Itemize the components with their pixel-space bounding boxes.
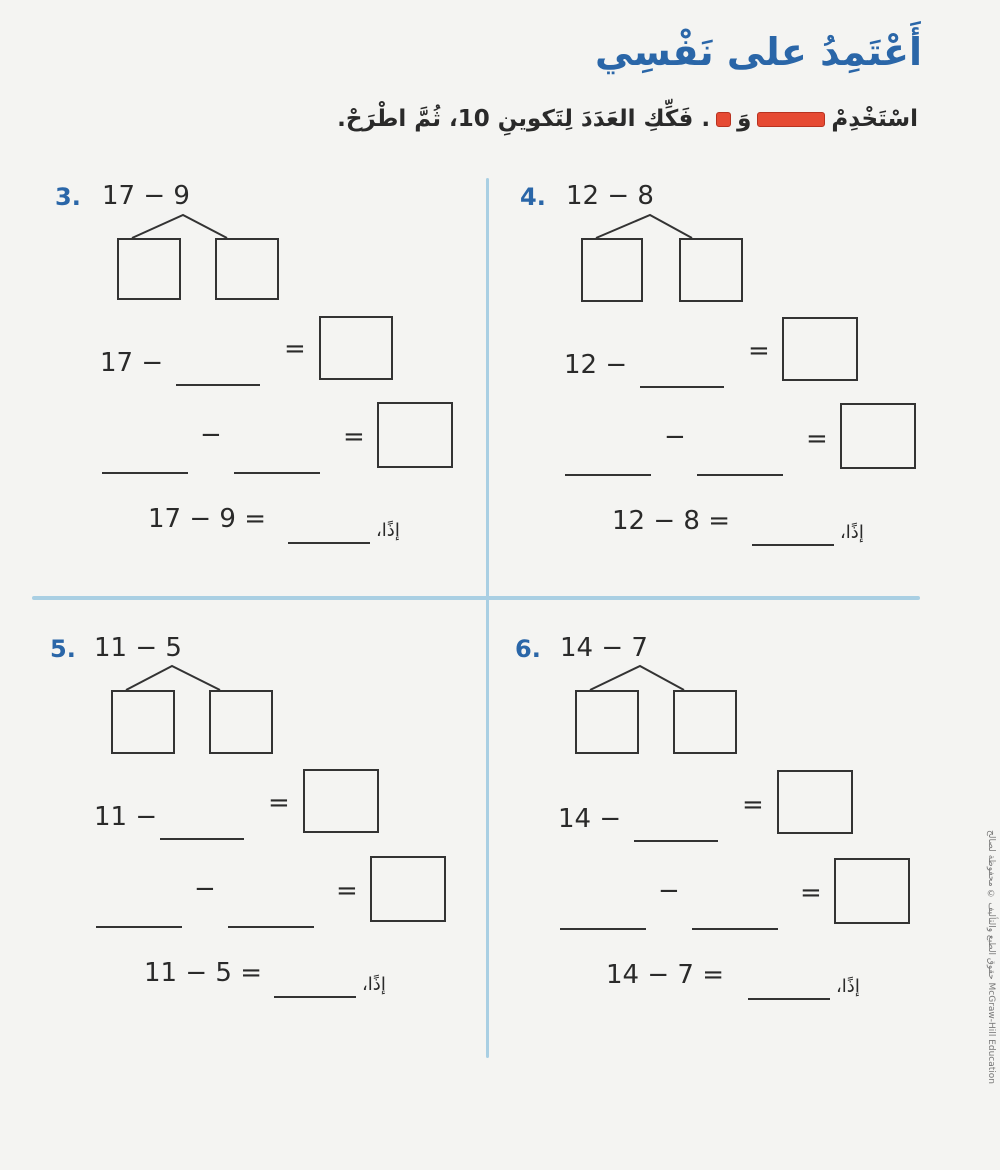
step1-start: 11 − <box>94 802 158 832</box>
problem-expression: 11 − 5 <box>94 633 182 663</box>
problem-expression: 17 − 9 <box>102 181 190 211</box>
problem-number: 5. <box>50 635 76 663</box>
page-title: أَعْتَمِدُ على نَفْسِي <box>594 30 922 74</box>
step2-answer-box[interactable] <box>370 856 446 922</box>
bond-box-right[interactable] <box>673 690 737 754</box>
problem-number: 4. <box>520 183 546 211</box>
final-equation: 12 − 8 = <box>612 506 730 536</box>
bond-box-left[interactable] <box>111 690 175 754</box>
step2-blank-right[interactable] <box>234 472 320 474</box>
equals-sign: = <box>806 424 828 454</box>
step2-blank-right[interactable] <box>228 926 314 928</box>
bond-box-right[interactable] <box>679 238 743 302</box>
step2-blank-right[interactable] <box>692 928 778 930</box>
equals-sign: = <box>268 788 290 818</box>
bond-box-left[interactable] <box>575 690 639 754</box>
equals-sign: = <box>284 334 306 364</box>
so-label: إذًا، <box>362 974 386 995</box>
equals-sign: = <box>336 876 358 906</box>
unit-cube-icon <box>716 112 731 127</box>
step1-start: 17 − <box>100 348 164 378</box>
equals-sign: = <box>343 422 365 452</box>
minus-sign: − <box>664 422 686 452</box>
horizontal-divider <box>32 596 920 600</box>
instruction-and: وَ <box>737 106 752 132</box>
step2-blank-left[interactable] <box>96 926 182 928</box>
ten-rod-icon <box>757 112 825 127</box>
equals-sign: = <box>742 790 764 820</box>
final-blank[interactable] <box>748 998 830 1000</box>
step1-blank[interactable] <box>160 838 244 840</box>
problem-expression: 12 − 8 <box>566 181 654 211</box>
step1-start: 14 − <box>558 804 622 834</box>
step1-blank[interactable] <box>640 386 724 388</box>
bond-box-left[interactable] <box>117 238 181 300</box>
step1-start: 12 − <box>564 350 628 380</box>
step1-blank[interactable] <box>634 840 718 842</box>
step2-blank-left[interactable] <box>102 472 188 474</box>
final-blank[interactable] <box>274 996 356 998</box>
bond-box-right[interactable] <box>209 690 273 754</box>
step1-answer-box[interactable] <box>303 769 379 833</box>
minus-sign: − <box>200 420 222 450</box>
step2-blank-left[interactable] <box>560 928 646 930</box>
so-label: إذًا، <box>840 522 864 543</box>
copyright-side-text: حقوق الطبع والتأليف © محفوظة لصالح McGraw-Hill Education <box>986 830 996 1084</box>
bond-box-right[interactable] <box>215 238 279 300</box>
step2-answer-box[interactable] <box>377 402 453 468</box>
step1-answer-box[interactable] <box>777 770 853 834</box>
final-equation: 17 − 9 = <box>148 504 266 534</box>
final-blank[interactable] <box>752 544 834 546</box>
final-equation: 11 − 5 = <box>144 958 262 988</box>
so-label: إذًا، <box>836 976 860 997</box>
vertical-divider <box>486 178 489 1058</box>
step2-blank-left[interactable] <box>565 474 651 476</box>
step2-blank-right[interactable] <box>697 474 783 476</box>
equals-sign: = <box>800 878 822 908</box>
equals-sign: = <box>748 336 770 366</box>
instruction-use: اسْتَخْدِمْ <box>831 106 918 132</box>
final-blank[interactable] <box>288 542 370 544</box>
step2-answer-box[interactable] <box>840 403 916 469</box>
step2-answer-box[interactable] <box>834 858 910 924</box>
so-label: إذًا، <box>376 520 400 541</box>
final-equation: 14 − 7 = <box>606 960 724 990</box>
bond-box-left[interactable] <box>581 238 643 302</box>
minus-sign: − <box>658 876 680 906</box>
step1-blank[interactable] <box>176 384 260 386</box>
problem-number: 3. <box>55 183 81 211</box>
minus-sign: − <box>194 874 216 904</box>
instruction <box>337 106 918 132</box>
instruction-rest: . فَكِّكِ العَدَدَ لِتَكوينِ 10، ثُمَّ اطْرَحْ. <box>337 106 711 132</box>
step1-answer-box[interactable] <box>319 316 393 380</box>
problem-number: 6. <box>515 635 541 663</box>
step1-answer-box[interactable] <box>782 317 858 381</box>
problem-expression: 14 − 7 <box>560 633 648 663</box>
